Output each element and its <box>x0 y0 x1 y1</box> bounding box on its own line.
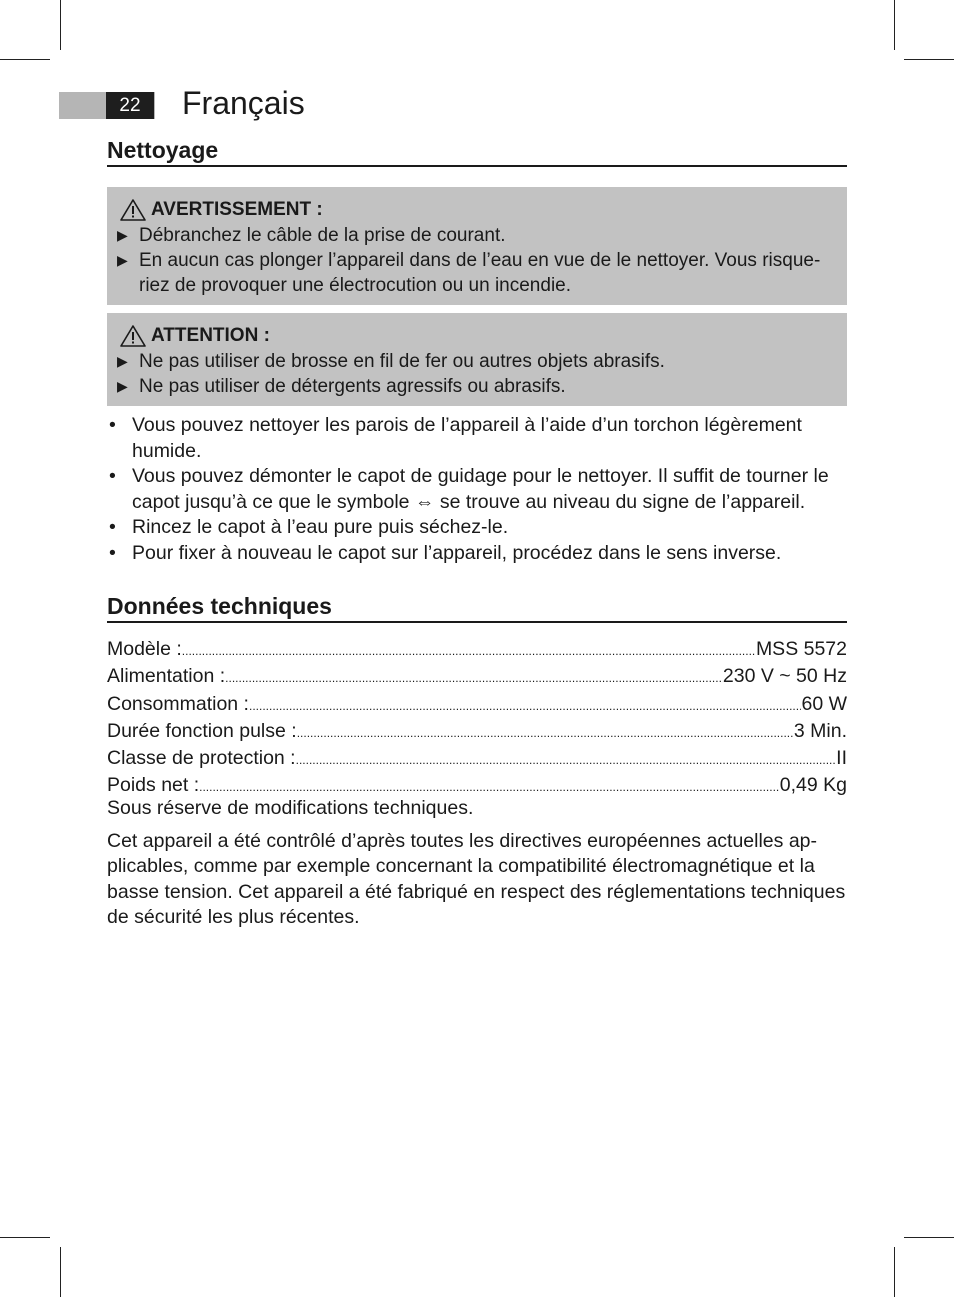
spec-row: Modèle : ..... MSS 5572 <box>107 637 847 664</box>
attention-label: ATTENTION : <box>151 325 270 346</box>
list-item: • Vous pouvez nettoyer les parois de l’appareil à l’aide d’un torchon légèrement humide. <box>109 414 802 462</box>
cleaning-bullet-list <box>107 413 849 566</box>
crop-mark <box>0 1237 50 1238</box>
tech-heading: Données techniques <box>107 592 847 623</box>
crop-mark <box>60 0 61 50</box>
compliance-note: Cet appareil a été contrôlé d’après toutes les directives européennes actuelles ap-plicables, comme par exemple concernant la compatibilité électromagnétique et la basse tension. Cet appareil a été fabriqué en respect des réglementations techniques de sécurité les plus récentes. <box>107 830 846 928</box>
list-item: • Vous pouvez démonter le capot de guidage pour le nettoyer. Il suffit de tourner le capot jusqu’à ce que le symbole ⇔ se trouve au niveau du signe de l’appareil. <box>109 465 829 513</box>
reserve-note: Sous réserve de modifications techniques. <box>107 797 474 819</box>
arrow-icon: ▶ <box>117 227 128 243</box>
attention-item: ▶ Ne pas utiliser de brosse en fil de fer ou autres objets abrasifs. <box>117 351 665 372</box>
crop-mark <box>894 1247 895 1297</box>
warning-item: ▶ Débranchez le câble de la prise de courant. <box>117 225 506 246</box>
attention-item: ▶ Ne pas utiliser de détergents agressifs ou abrasifs. <box>117 376 566 397</box>
attention-box <box>107 313 847 406</box>
crop-mark <box>904 59 954 60</box>
list-item: • Pour fixer à nouveau le capot sur l’appareil, procédez dans le sens inverse. <box>109 541 782 564</box>
warning-label: AVERTISSEMENT : <box>151 199 323 220</box>
list-item: • Rincez le capot à l’eau pure puis séchez-le. <box>109 516 509 538</box>
warning-triangle-icon <box>119 198 147 222</box>
warning-box <box>107 187 847 305</box>
crop-mark <box>894 0 895 50</box>
crop-mark <box>904 1237 954 1238</box>
spec-row: Classe de protection : ..... II <box>107 746 847 773</box>
cleaning-heading: Nettoyage <box>107 136 847 167</box>
spec-row: Durée fonction pulse : ..... 3 Min. <box>107 719 847 746</box>
attention-title <box>119 323 837 349</box>
page-number: 22 <box>106 92 154 119</box>
spec-row: Poids net : ..... 0,49 Kg <box>107 773 847 800</box>
spec-table <box>107 637 847 801</box>
crop-mark <box>0 59 50 60</box>
warning-title <box>119 197 837 223</box>
spec-row: Alimentation : ..... 230 V ~ 50 Hz <box>107 664 847 691</box>
warning-item: ▶ En aucun cas plonger l’appareil dans de l’eau en vue de le nettoyer. Vous risque-riez de provoquer une électrocution ou un incendie. <box>117 250 821 296</box>
spec-row: Consommation : ..... 60 W <box>107 692 847 719</box>
arrow-icon: ▶ <box>117 378 128 394</box>
warning-triangle-icon <box>119 324 147 348</box>
arrow-icon: ▶ <box>117 353 128 369</box>
crop-mark <box>60 1247 61 1297</box>
page-title: Français <box>182 85 305 121</box>
arrow-icon: ▶ <box>117 252 128 268</box>
